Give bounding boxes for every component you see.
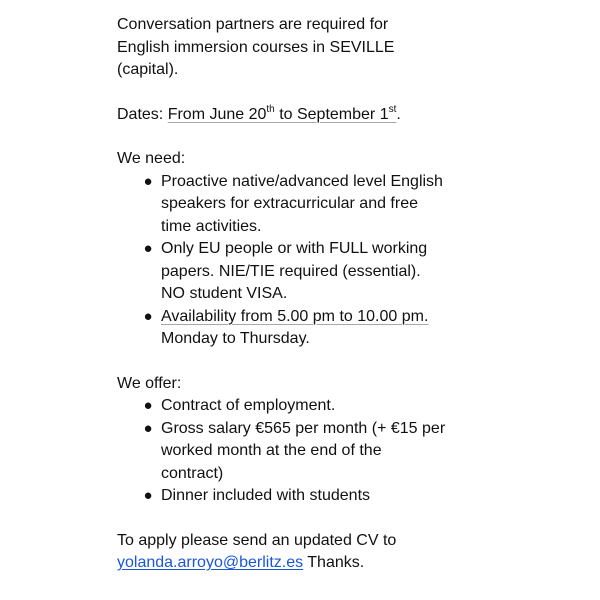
thanks-text: Thanks. — [303, 554, 365, 571]
need-list — [117, 171, 587, 351]
offer-item-line: Gross salary €565 per month (+ €15 per — [161, 419, 446, 437]
dates-line — [117, 104, 587, 127]
dates-label: Dates: — [117, 105, 168, 123]
offer-item — [117, 485, 587, 508]
apply-contact-line — [117, 552, 587, 575]
intro-line: English immersion courses in SEVILLE — [117, 38, 395, 56]
need-item-line: Availability from 5.00 pm to 10.00 pm. — [161, 307, 429, 325]
apply-line: To apply please send an updated CV to — [117, 531, 397, 549]
bullet-icon: ● — [143, 487, 153, 504]
offer-item-line: contract) — [161, 464, 224, 482]
dates-from-suffix: th — [266, 103, 275, 115]
need-item-line: Only EU people or with FULL working — [161, 240, 428, 257]
need-item-line: Proactive native/advanced level English — [161, 172, 443, 190]
intro-line: Conversation partners are required for — [117, 16, 389, 33]
need-item — [117, 238, 587, 306]
need-item-line: NO student VISA. — [161, 285, 288, 302]
need-item-line: speakers for extracurricular and free — [161, 195, 418, 212]
need-item-line: Monday to Thursday. — [161, 330, 310, 347]
need-heading: We need: — [117, 150, 186, 167]
bullet-icon: ● — [143, 307, 153, 325]
offer-item — [117, 395, 587, 418]
offer-item-line: Contract of employment. — [161, 397, 336, 414]
need-item — [117, 306, 587, 351]
need-item — [117, 171, 587, 239]
dates-to: to September 1 — [274, 105, 389, 123]
need-item-line: time activities. — [161, 217, 262, 235]
offer-item-line: Dinner included with students — [161, 487, 371, 504]
offer-item-line: worked month at the end of the — [161, 442, 382, 459]
bullet-icon: ● — [143, 397, 153, 414]
bullet-icon: ● — [143, 240, 153, 257]
bullet-icon: ● — [143, 172, 153, 190]
email-link[interactable]: yolanda.arroyo@berlitz.es — [117, 554, 304, 571]
need-item-line: papers. NIE/TIE required (essential). — [161, 262, 421, 280]
dates-end: . — [396, 105, 401, 123]
bullet-icon: ● — [143, 419, 153, 437]
offer-item — [117, 418, 587, 486]
offer-heading: We offer: — [117, 374, 182, 392]
dates-range — [167, 103, 397, 123]
dates-to-suffix: st — [388, 103, 397, 115]
intro-line: (capital). — [117, 61, 179, 78]
dates-from: From June 20 — [167, 105, 267, 123]
offer-list — [117, 395, 587, 508]
job-posting — [117, 14, 587, 575]
